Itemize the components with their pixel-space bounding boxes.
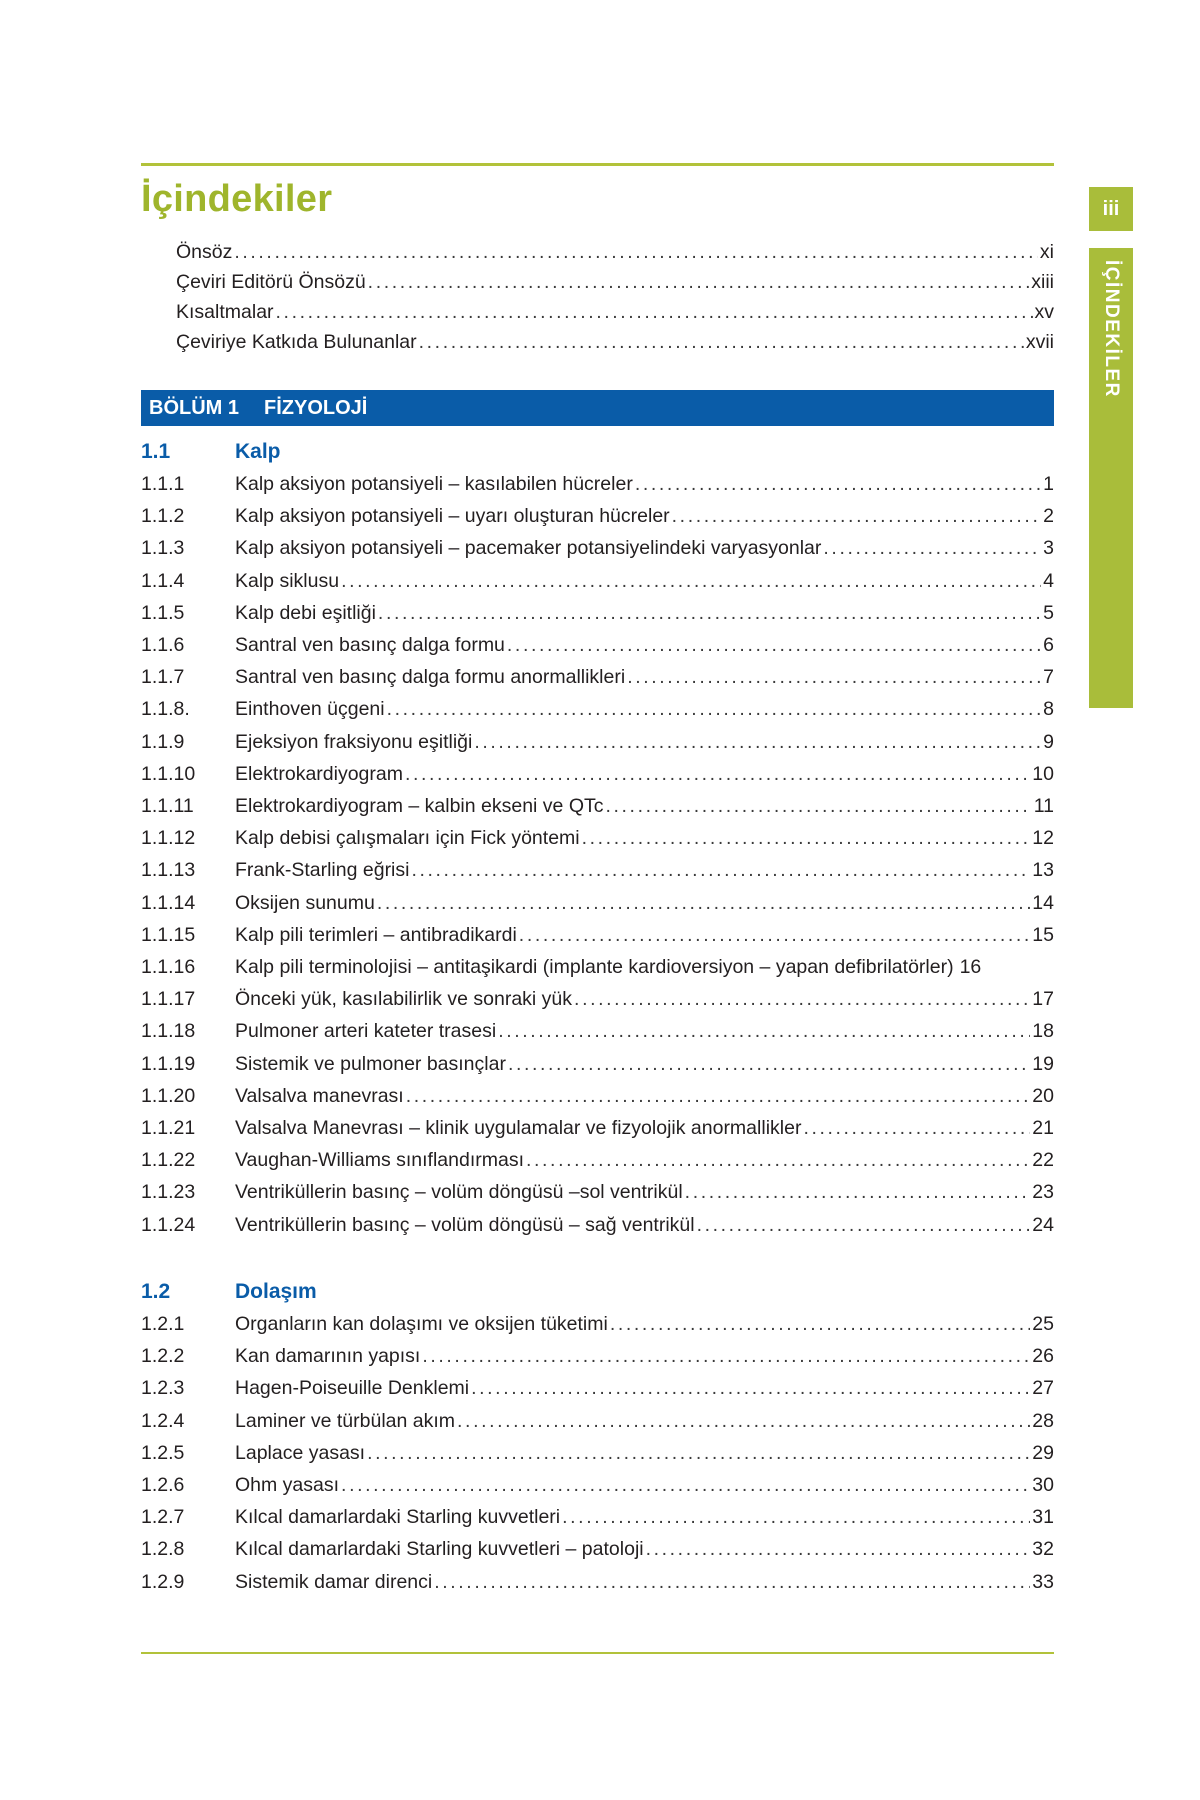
toc-entry[interactable] (141, 1470, 1054, 1500)
entry-number: 1.1.8. (141, 698, 190, 721)
toc-entry[interactable] (141, 855, 1054, 885)
page-ref: 31 (1032, 1506, 1054, 1529)
toc-entry[interactable] (141, 1113, 1054, 1143)
page-ref: 32 (1032, 1538, 1054, 1561)
entry-title: Einthoven üçgeni (235, 698, 385, 721)
dot-leader (697, 1210, 1031, 1240)
dot-leader (508, 1049, 1030, 1079)
page-ref: 28 (1032, 1409, 1054, 1432)
section-title: Kalp (235, 440, 281, 463)
dot-leader (457, 1406, 1030, 1436)
page-ref: 11 (1033, 795, 1054, 817)
entry-title: Sistemik ve pulmoner basınçlar (235, 1052, 506, 1075)
toc-entry[interactable] (141, 920, 1054, 950)
entry-number: 1.1.22 (141, 1149, 196, 1172)
entry-number: 1.2.7 (141, 1506, 185, 1529)
dot-leader (406, 1081, 1031, 1111)
page-ref: xvii (1025, 331, 1054, 353)
entry-number: 1.1.16 (141, 956, 196, 978)
dot-leader (368, 267, 1030, 297)
toc-entry[interactable] (141, 952, 1054, 982)
entry-number: 1.2.6 (141, 1474, 185, 1496)
dot-leader (367, 1438, 1030, 1468)
dot-leader (526, 1145, 1030, 1175)
toc-entry[interactable] (141, 1341, 1054, 1371)
toc-entry[interactable] (141, 1502, 1054, 1532)
dot-leader (422, 1341, 1030, 1371)
top-rule (141, 163, 1054, 166)
dot-leader (377, 888, 1030, 918)
page-ref: 7 (1043, 666, 1054, 689)
toc-entry[interactable] (141, 1145, 1054, 1175)
dot-leader (574, 984, 1030, 1014)
entry-title: Ejeksiyon fraksiyonu eşitliği (235, 730, 473, 753)
page-title: İçindekiler (141, 178, 333, 220)
entry-title: Valsalva manevrası (235, 1084, 404, 1107)
dot-leader (341, 1470, 1030, 1500)
dot-leader (685, 1177, 1031, 1207)
entry-number: 1.1.20 (141, 1084, 196, 1107)
toc-entry[interactable] (141, 1438, 1054, 1468)
toc-entry[interactable] (141, 888, 1054, 918)
page-ref: 30 (1032, 1474, 1054, 1496)
entry-title: Vaughan-Williams sınıflandırması (235, 1149, 524, 1172)
page-ref: 15 (1032, 923, 1054, 946)
entry-title: Çeviriye Katkıda Bulunanlar (176, 331, 417, 353)
front-matter-item[interactable] (176, 327, 1054, 357)
page-ref: 19 (1032, 1052, 1054, 1075)
entry-title: Kalp aksiyon potansiyeli – pacemaker potansiyelindeki varyasyonlar (235, 537, 822, 560)
entry-number: 1.2.9 (141, 1570, 185, 1593)
page-ref: 13 (1032, 859, 1054, 882)
side-tab (1089, 248, 1133, 708)
toc-entry[interactable] (141, 630, 1054, 660)
toc-entry[interactable] (141, 1567, 1054, 1597)
toc-entry[interactable] (141, 727, 1054, 757)
front-matter-item[interactable] (176, 267, 1054, 297)
entry-title: Ohm yasası (235, 1474, 340, 1496)
entry-number: 1.1.15 (141, 923, 196, 946)
entry-title: Kalp aksiyon potansiyeli – kasılabilen hücreler (235, 473, 633, 495)
front-matter-item[interactable] (176, 237, 1054, 267)
page-ref: 6 (1043, 634, 1054, 656)
page-ref: 9 (1043, 730, 1054, 753)
toc-entry[interactable] (141, 759, 1054, 789)
entry-number: 1.2.1 (141, 1313, 185, 1335)
toc-entry[interactable] (141, 501, 1054, 531)
page-ref: 21 (1032, 1117, 1054, 1139)
page-ref: 14 (1032, 891, 1054, 914)
page-ref: 27 (1032, 1377, 1054, 1400)
dot-leader (672, 501, 1041, 531)
page-ref: 29 (1032, 1441, 1054, 1464)
entry-title: Kalp aksiyon potansiyeli – uyarı oluşturan hücreler (235, 505, 670, 528)
dot-leader (646, 1534, 1031, 1564)
entry-number: 1.1.13 (141, 859, 196, 882)
entry-number: 1.1.6 (141, 634, 185, 656)
page-ref: 17 (1032, 988, 1054, 1011)
page-ref: 1 (1043, 473, 1054, 495)
entry-title: Önsöz (176, 241, 233, 263)
page-ref: 24 (1032, 1213, 1054, 1236)
toc-entry[interactable] (141, 1406, 1054, 1436)
entry-title: Organların kan dolaşımı ve oksijen tüketimi (235, 1313, 608, 1335)
entry-title: Elektrokardiyogram (235, 762, 403, 785)
page-ref: xiii (1031, 271, 1054, 293)
entry-title: Laplace yasası (235, 1441, 366, 1464)
page-ref: 3 (1043, 537, 1054, 560)
entry-title: Kan damarının yapısı (235, 1345, 421, 1368)
dot-leader (276, 297, 1033, 327)
dot-leader (474, 727, 1041, 757)
entry-number: 1.2.2 (141, 1345, 185, 1368)
entry-title: Laminer ve türbülan akım (235, 1409, 456, 1432)
entry-number: 1.1.10 (141, 762, 196, 785)
toc-entry[interactable] (141, 598, 1054, 628)
entry-number: 1.1.19 (141, 1052, 196, 1075)
toc-entry[interactable] (141, 1177, 1054, 1207)
entry-number: 1.1.3 (141, 537, 185, 560)
page-ref: 16 (959, 956, 982, 978)
entry-number: 1.2.3 (141, 1377, 185, 1400)
entry-number: 1.1.2 (141, 505, 185, 528)
entry-title: Kılcal damarlardaki Starling kuvvetleri – patoloji (235, 1538, 644, 1561)
side-tab-label: İÇİNDEKİLER (1101, 260, 1122, 398)
entry-title: Frank-Starling eğrisi (235, 859, 410, 882)
entry-title: Kalp pili terimleri – antibradikardi (235, 923, 517, 946)
entry-number: 1.1.12 (141, 827, 196, 850)
dot-leader (627, 662, 1041, 692)
entry-number: 1.1.5 (141, 601, 185, 624)
section-number: 1.1 (141, 440, 171, 463)
entry-title: Ventriküllerin basınç – volüm döngüsü –sol ventrikül (235, 1181, 683, 1204)
entry-number: 1.2.4 (141, 1409, 185, 1432)
dot-leader (405, 759, 1030, 789)
dot-leader (411, 855, 1030, 885)
dot-leader (419, 327, 1024, 357)
entry-title: Önceki yük, kasılabilirlik ve sonraki yük (235, 988, 573, 1011)
chapter-bar (141, 390, 1054, 426)
entry-number: 1.1.14 (141, 891, 196, 914)
entry-number: 1.1.24 (141, 1213, 196, 1236)
page-ref: 20 (1032, 1084, 1054, 1107)
entry-title: Sistemik damar direnci (235, 1570, 433, 1593)
entry-title: Santral ven basınç dalga formu anormallikleri (235, 666, 626, 689)
toc-entry[interactable] (141, 791, 1054, 821)
entry-number: 1.1.23 (141, 1181, 196, 1204)
page-number-badge: iii (1089, 187, 1133, 231)
dot-leader (498, 1016, 1030, 1046)
dot-leader (507, 630, 1041, 660)
toc-entry[interactable] (141, 1210, 1054, 1240)
entry-number: 1.1.9 (141, 730, 185, 753)
page-ref: xv (1034, 301, 1054, 323)
dot-leader (803, 1113, 1030, 1143)
entry-number: 1.1.11 (141, 795, 194, 817)
entry-title: Kılcal damarlardaki Starling kuvvetleri (235, 1506, 561, 1529)
toc-entry[interactable] (141, 566, 1054, 596)
entry-number: 1.1.18 (141, 1020, 196, 1043)
bottom-rule (141, 1652, 1054, 1654)
section-title: Dolaşım (235, 1280, 317, 1303)
dot-leader (471, 1373, 1030, 1403)
entry-title: Hagen-Poiseuille Denklemi (235, 1377, 470, 1400)
entry-number: 1.1.21 (141, 1117, 196, 1139)
entry-number: 1.1.7 (141, 666, 185, 689)
dot-leader (562, 1502, 1030, 1532)
toc-entry[interactable] (141, 1534, 1054, 1564)
page-ref: 4 (1043, 569, 1054, 592)
page-ref: 2 (1043, 505, 1054, 528)
entry-title: Kalp pili terminolojisi – antitaşikardi (implante kardioversiyon – yapan defibrilatörler) (235, 956, 954, 978)
dot-leader (234, 237, 1038, 267)
page-ref: 12 (1032, 827, 1054, 850)
entry-title: Kısaltmalar (176, 301, 274, 323)
page-ref: 22 (1032, 1149, 1054, 1172)
dot-leader (610, 1309, 1030, 1339)
page-ref: 10 (1032, 762, 1054, 785)
dot-leader (378, 598, 1041, 628)
dot-leader (519, 920, 1031, 950)
entry-title: Kalp debi eşitliği (235, 601, 376, 624)
page-ref: 23 (1032, 1181, 1054, 1204)
page-ref: 26 (1032, 1345, 1054, 1368)
page-ref: 33 (1032, 1570, 1054, 1593)
entry-number: 1.1.1 (141, 473, 185, 495)
entry-title: Kalp debisi çalışmaları için Fick yöntemi (235, 827, 580, 850)
entry-title: Elektrokardiyogram – kalbin ekseni ve QTc (235, 795, 604, 817)
dot-leader (434, 1567, 1030, 1597)
entry-number: 1.1.4 (141, 569, 185, 592)
dot-leader (582, 823, 1031, 853)
page-ref: 5 (1043, 601, 1054, 624)
section-number: 1.2 (141, 1280, 171, 1303)
dot-leader (341, 566, 1041, 596)
chapter-label: BÖLÜM 1 (149, 396, 239, 419)
dot-leader (635, 469, 1041, 499)
entry-number: 1.1.17 (141, 988, 196, 1011)
page-ref: 25 (1032, 1313, 1054, 1335)
entry-title: Kalp siklusu (235, 569, 340, 592)
page-ref: 8 (1043, 698, 1054, 721)
chapter-title: FİZYOLOJİ (264, 396, 368, 419)
front-matter-item[interactable] (176, 297, 1054, 327)
toc-entry[interactable] (141, 1081, 1054, 1111)
toc-entry[interactable] (141, 984, 1054, 1014)
entry-title: Oksijen sunumu (235, 891, 375, 914)
entry-number: 1.2.5 (141, 1441, 185, 1464)
toc-entry[interactable] (141, 1309, 1054, 1339)
toc-entry[interactable] (141, 1016, 1054, 1046)
toc-entry[interactable] (141, 1373, 1054, 1403)
entry-number: 1.2.8 (141, 1538, 185, 1561)
dot-leader (823, 533, 1041, 563)
entry-title: Valsalva Manevrası – klinik uygulamalar ve fizyolojik anormallikler (235, 1117, 802, 1139)
dot-leader (387, 694, 1042, 724)
toc-entry[interactable] (141, 662, 1054, 692)
entry-title: Pulmoner arteri kateter trasesi (235, 1020, 497, 1043)
page-ref: xi (1039, 241, 1054, 263)
toc-entry[interactable] (141, 694, 1054, 724)
toc-entry[interactable] (141, 533, 1054, 563)
dot-leader (606, 791, 1032, 821)
entry-title: Çeviri Editörü Önsözü (176, 271, 366, 293)
toc-entry[interactable] (141, 469, 1054, 499)
page-ref: 18 (1032, 1020, 1054, 1043)
section-heading[interactable] (141, 1277, 1054, 1307)
section-heading[interactable] (141, 437, 1054, 467)
entry-title: Santral ven basınç dalga formu (235, 634, 505, 656)
entry-title: Ventriküllerin basınç – volüm döngüsü – sağ ventrikül (235, 1213, 695, 1236)
toc-entry[interactable] (141, 1049, 1054, 1079)
toc-entry[interactable] (141, 823, 1054, 853)
